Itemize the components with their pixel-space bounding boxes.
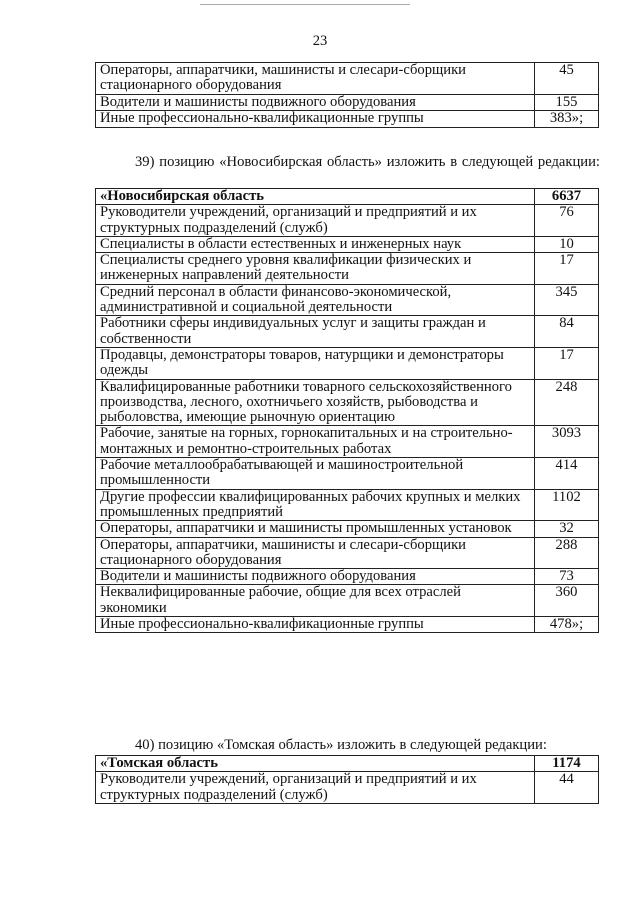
occupation-count: 10 — [535, 236, 599, 252]
occupation-name: Операторы, аппаратчики, машинисты и слесари-сборщики стационарного оборудования — [96, 63, 535, 95]
table-row — [96, 772, 599, 804]
table-row — [96, 205, 599, 237]
occupation-count: 288 — [535, 537, 599, 569]
occupation-count: 383»; — [535, 111, 599, 127]
occupation-name: Водители и машинисты подвижного оборудования — [96, 95, 535, 111]
table-header-row — [96, 189, 599, 205]
table-row — [96, 617, 599, 633]
occupation-name: Операторы, аппаратчики, машинисты и слесари-сборщики стационарного оборудования — [96, 537, 535, 569]
table-row — [96, 111, 599, 127]
occupation-count: 73 — [535, 569, 599, 585]
occupation-name: Руководители учреждений, организаций и предприятий и их структурных подразделений (служб) — [96, 205, 535, 237]
occupation-count: 84 — [535, 316, 599, 348]
table-row — [96, 458, 599, 490]
occupation-count: 17 — [535, 253, 599, 285]
occupation-name: Водители и машинисты подвижного оборудования — [96, 569, 535, 585]
table-continuation — [95, 62, 599, 128]
occupation-count: 478»; — [535, 617, 599, 633]
occupation-count: 17 — [535, 347, 599, 379]
occupation-name: Иные профессионально-квалификационные группы — [96, 111, 535, 127]
occupation-name: Работники сферы индивидуальных услуг и защиты граждан и собственности — [96, 316, 535, 348]
table-row — [96, 585, 599, 617]
occupation-count: 345 — [535, 284, 599, 316]
table-row — [96, 316, 599, 348]
occupation-name: Операторы, аппаратчики и машинисты промышленных установок — [96, 521, 535, 537]
table-row — [96, 253, 599, 285]
table-row — [96, 95, 599, 111]
table-row — [96, 489, 599, 521]
novosibirsk-table — [95, 188, 599, 633]
table-header-row — [96, 756, 599, 772]
occupation-name: Специалисты в области естественных и инженерных наук — [96, 236, 535, 252]
table-row — [96, 521, 599, 537]
occupation-count: 414 — [535, 458, 599, 490]
region-name: «Томская область — [96, 756, 535, 772]
occupation-name: Квалифицированные работники товарного сельскохозяйственного производства, лесного, охотничьего хозяйств, рыбоводства и рыболовства, имеющие рыночную ориентацию — [96, 379, 535, 426]
occupation-name: Неквалифицированные рабочие, общие для всех отраслей экономики — [96, 585, 535, 617]
occupation-name: Другие профессии квалифицированных рабочих крупных и мелких промышленных предприятий — [96, 489, 535, 521]
occupation-count: 44 — [535, 772, 599, 804]
occupation-name: Специалисты среднего уровня квалификации физических и инженерных направлений деятельности — [96, 253, 535, 285]
occupation-count: 3093 — [535, 426, 599, 458]
table-row — [96, 379, 599, 426]
occupation-count: 76 — [535, 205, 599, 237]
table-row — [96, 537, 599, 569]
table-row — [96, 63, 599, 95]
occupation-count: 360 — [535, 585, 599, 617]
region-total: 1174 — [535, 756, 599, 772]
paragraph-39 — [95, 155, 600, 170]
occupation-name: Рабочие, занятые на горных, горнокапитальных и на строительно-монтажных и ремонтно-строительных работах — [96, 426, 535, 458]
region-name: «Новосибирская область — [96, 189, 535, 205]
occupation-name: Иные профессионально-квалификационные группы — [96, 617, 535, 633]
paragraph-40: 40) позицию «Томская область» изложить в следующей редакции: — [135, 737, 547, 753]
table-row — [96, 347, 599, 379]
table-row — [96, 569, 599, 585]
occupation-name: Рабочие металлообрабатывающей и машиностроительной промышленности — [96, 458, 535, 490]
occupation-count: 155 — [535, 95, 599, 111]
top-rule — [200, 4, 410, 5]
occupation-name: Средний персонал в области финансово-экономической, административной и социальной деятельности — [96, 284, 535, 316]
paragraph-39-text: 39) позицию «Новосибирская область» изложить в следующей редакции: — [135, 154, 600, 170]
occupation-count: 248 — [535, 379, 599, 426]
occupation-count: 32 — [535, 521, 599, 537]
tomsk-table — [95, 755, 599, 804]
occupation-name: Продавцы, демонстраторы товаров, натурщики и демонстраторы одежды — [96, 347, 535, 379]
table-row — [96, 426, 599, 458]
occupation-count: 45 — [535, 63, 599, 95]
occupation-count: 1102 — [535, 489, 599, 521]
region-total: 6637 — [535, 189, 599, 205]
page-number: 23 — [312, 33, 328, 49]
occupation-name: Руководители учреждений, организаций и предприятий и их структурных подразделений (служб) — [96, 772, 535, 804]
table-row — [96, 236, 599, 252]
table-row — [96, 284, 599, 316]
